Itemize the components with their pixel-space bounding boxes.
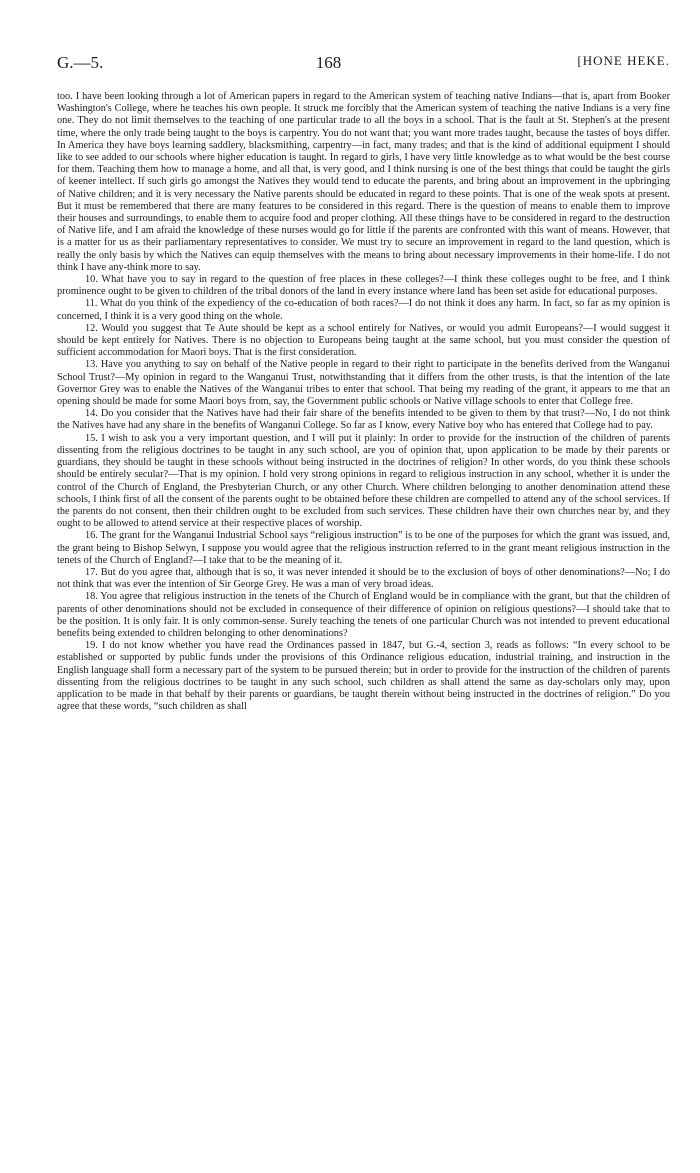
page-number: 168 xyxy=(315,53,342,72)
question-14: 14. Do you consider that the Natives have had their fair share of the benefits intended to be given to them by that trust?—No, I do not think the Natives have had any share in the benefits of Wanganui College. So far as I know, every Native boy who has entered that College had to pay. xyxy=(57,408,670,432)
question-13: 13. Have you anything to say on behalf of the Native people in regard to their right to participate in the benefits derived from the Wanganui School Trust?—My opinion in regard to the Wanganui Trust, notwithstanding that it differs from the other trusts, is that the intention of the late Governor Grey was to enable the Natives of the Wanganui tribes to enter that school. That being my reading of the grant, it appears to me that an opening should be made for some Maori boys from, say, the Government public schools or Native village schools to enter that College free. xyxy=(57,359,670,408)
question-10: 10. What have you to say in regard to the question of free places in these colleges?—I think these colleges ought to be free, and I think prominence ought to be given to children of the tribal donors of the land in every instance where land has been set aside for educational purposes. xyxy=(57,274,670,298)
running-head-speaker: [HONE HEKE. xyxy=(577,53,670,68)
question-19: 19. I do not know whether you have read the Ordinances passed in 1847, but G.-4, section 3, reads as follows: “In every school to be established or supported by public funds under the provisions of this Ordinance religious education, industrial training, and instruction in the English language shall form a necessary part of the system to be pursued therein; but in order to provide for the instruction of the children of parents dissenting from the religious doctrines to be taught in any such school, such children as shall attend the same as day-scholars only may, upon application to be made in that behalf by their parents or guardians, be taught therein without being instructed in the doctrines of religion.” Do you agree that these words, “such children as shall xyxy=(57,640,670,713)
question-12: 12. Would you suggest that Te Aute should be kept as a school entirely for Natives, or would you admit Europeans?—I would suggest it should be kept entirely for Natives. There is no objection to Europeans being taught at the same school, but you must consider the question of sufficient accommodation for Maori boys. That is the first consideration. xyxy=(57,322,670,359)
question-16: 16. The grant for the Wanganui Industrial School says “religious instruction” is to be one of the purposes for which the grant was issued, and, the grant being to Bishop Selwyn, I suppose you would agree that the religious instruction referred to in the grant meant religious instruction in the tenets of the Church of England?—I take that to be the meaning of it. xyxy=(57,530,670,566)
question-17: 17. But do you agree that, although that is so, it was never intended it should be to the exclusion of boys of other denominations?—No; I do not think that was ever the intention of Sir George Grey. He was a man of very broad ideas. xyxy=(57,566,670,591)
body-text xyxy=(57,91,670,713)
page-header xyxy=(57,53,670,77)
question-11: 11. What do you think of the expediency of the co-education of both races?—I do not think it does any harm. In fact, so far as my opinion is concerned, I think it is a very good thing on the whole. xyxy=(57,298,670,322)
document-reference: G.—5. xyxy=(57,53,104,72)
question-18: 18. You agree that religious instruction in the tenets of the Church of England would be in compliance with the grant, but that the children of parents of other denominations should not be excluded in consequence of their difference of opinion on religious questions?—I should take that to be the position. It is only fair. It is only common-sense. Surely teaching the tenets of one particular Church was not intended to prevent educational benefits being extended to children belonging to other denominations? xyxy=(57,591,670,639)
paragraph-continuation: too. I have been looking through a lot of American papers in regard to the American system of teaching native Indians—that is, apart from Booker Washington's College, where he teaches his own people. It struck me forcibly that the American system of teaching the native Indians is a very fine one. They do not limit themselves to the teaching of one particular trade to all the boys in a school. That is the fault at St. Stephen's at the present time, where the only trade being taught to the boys is carpentry. You do not want that; you want more trades taught, because the tastes of boys differ. In America they have boys learning saddlery, blacksmithing, carpentry—in fact, many trades; and that is the kind of additional equipment I should like to see added to our schools where higher education is taught. In regard to girls, I have very little knowledge as to what would be the best course for them. Teaching them how to manage a home, and all that, is very good, and I think nursing is one of the best things that could be taught the girls of keener intellect. If such girls go amongst the Natives they would tend to educate the parents, and bring about an improvement in the upbringing of Native children; and it is very necessary the Native parents should be educated in regard to these points. That is one of the weak spots at present. But it must be remembered that there are many features to be considered in this regard. There is the question of means to enable them to improve their houses and surroundings, to enable them to acquire food and proper clothing. All these things have to be considered in regard to the destruction of Native life, and I am afraid the knowledge of these nurses would go for little if the parents are confronted with this want of means. However, that is a matter for us as their parliamentary representatives to consider. We must try to secure an improvement in regard to the land question, which is really the only basis by which the Natives can equip themselves with the means to bring about necessary improvements in their home-life. I do not think I have any-think more to say. xyxy=(57,91,670,273)
question-15: 15. I wish to ask you a very important question, and I will put it plainly: In order to provide for the instruction of the children of parents dissenting from the religious doctrines to be taught in any such school, are you of opinion that, upon application to be made by their parents or guardians, they should be taught in these schools without being instructed in the doctrines of religion? In other words, do you think these schools should be entirely secular?—That is my opinion. I hold very strong opinions in regard to religious instruction in any school, whether it is under the control of the Church of England, the Presbyterian Church, or any other Church. Where children belonging to another denomination attend these schools, I think first of all the consent of the parents ought to be obtained before these children are compelled to attend any of the school services. If the parents do not consent, then their children ought to be excluded from such services. These children have their own churches near by, and they ought to be allowed to attend service at their respective places of worship. xyxy=(57,432,670,530)
